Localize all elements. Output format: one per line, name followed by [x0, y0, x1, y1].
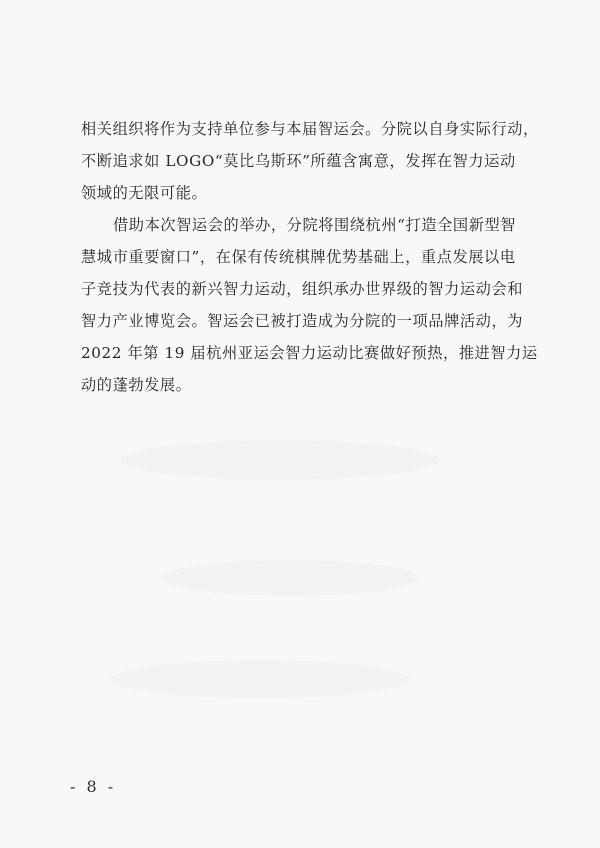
page-number: - 8 - [70, 777, 117, 796]
bleed-through-shadow [160, 560, 420, 596]
body-text-line: 动的蓬勃发展。 [81, 376, 192, 394]
body-text-line: 智力产业博览会。智运会已被打造成为分院的一项品牌活动，为 [81, 312, 524, 330]
bleed-through-shadow [110, 660, 410, 698]
body-text-line: 领域的无限可能。 [81, 184, 208, 202]
paragraph-first-line: 借助本次智运会的举办，分院将围绕杭州“打造全国新型智 [113, 216, 517, 234]
body-text-line: 慧城市重要窗口”，在保有传统棋牌优势基础上，重点发展以电 [81, 248, 516, 266]
body-text-line: 不断追求如 LOGO“莫比乌斯环”所蕴含寓意，发挥在智力运动 [81, 152, 516, 170]
body-text-line: 相关组织将作为支持单位参与本届智运会。分院以自身实际行动， [81, 120, 539, 138]
bleed-through-shadow [120, 440, 440, 480]
body-text-line: 2022 年第 19 届杭州亚运会智力运动比赛做好预热，推进智力运 [81, 344, 538, 362]
body-text-line: 子竞技为代表的新兴智力运动，组织承办世界级的智力运动会和 [81, 280, 524, 298]
